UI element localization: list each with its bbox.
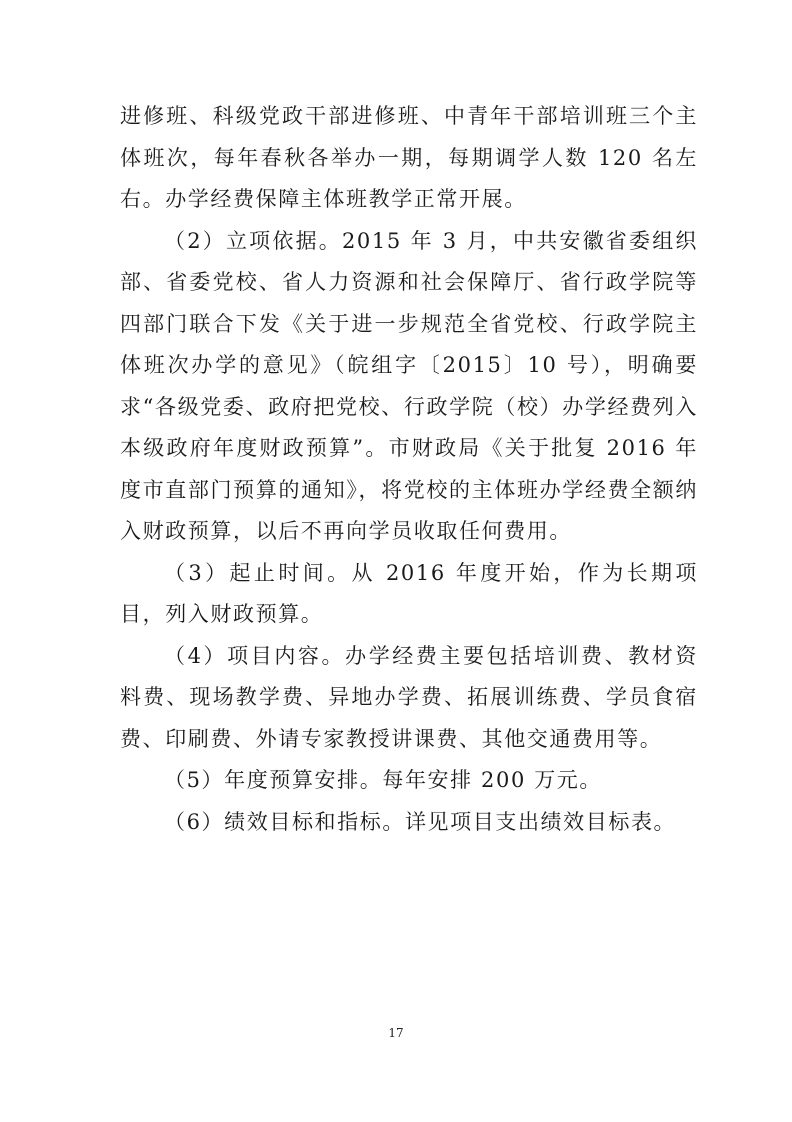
page-number: 17 [388, 1026, 404, 1040]
paragraph-targets: （6）绩效目标和指标。详见项目支出绩效目标表。 [164, 809, 677, 834]
paragraph-content: （4）项目内容。办学经费主要包括培训费、教材资料费、现场教学费、异地办学费、拓展训练费、学员食宿费、印刷费、外请专家教授讲课费、其他交通费用等。 [120, 643, 698, 751]
paragraph-continuation: 进修班、科级党政干部进修班、中青年干部培训班三个主体班次，每年春秋各举办一期，每期调学人数 120 名左右。办学经费保障主体班教学正常开展。 [120, 104, 698, 211]
document-body [120, 96, 698, 843]
paragraph-budget: （5）年度预算安排。每年安排 200 万元。 [164, 768, 602, 792]
paragraph-period: （3）起止时间。从 2016 年度开始，作为长期项目，列入财政预算。 [120, 560, 698, 626]
paragraph-basis: （2）立项依据。2015 年 3 月，中共安徽省委组织部、省委党校、省人力资源和社会保障厅、省行政学院等四部门联合下发《关于进一步规范全省党校、行政学院主体班次办学的意见》（皖组字〔2015〕10 号），明确要求“各级党委、政府把党校、行政学院（校）办学经费列入本级政府年度财政预算”。市财政局《关于批复 2016 年度市直部门预算的通知》，将党校的主体班办学经费全额纳入财政预算，以后不再向学员收取任何费用。 [120, 228, 698, 543]
